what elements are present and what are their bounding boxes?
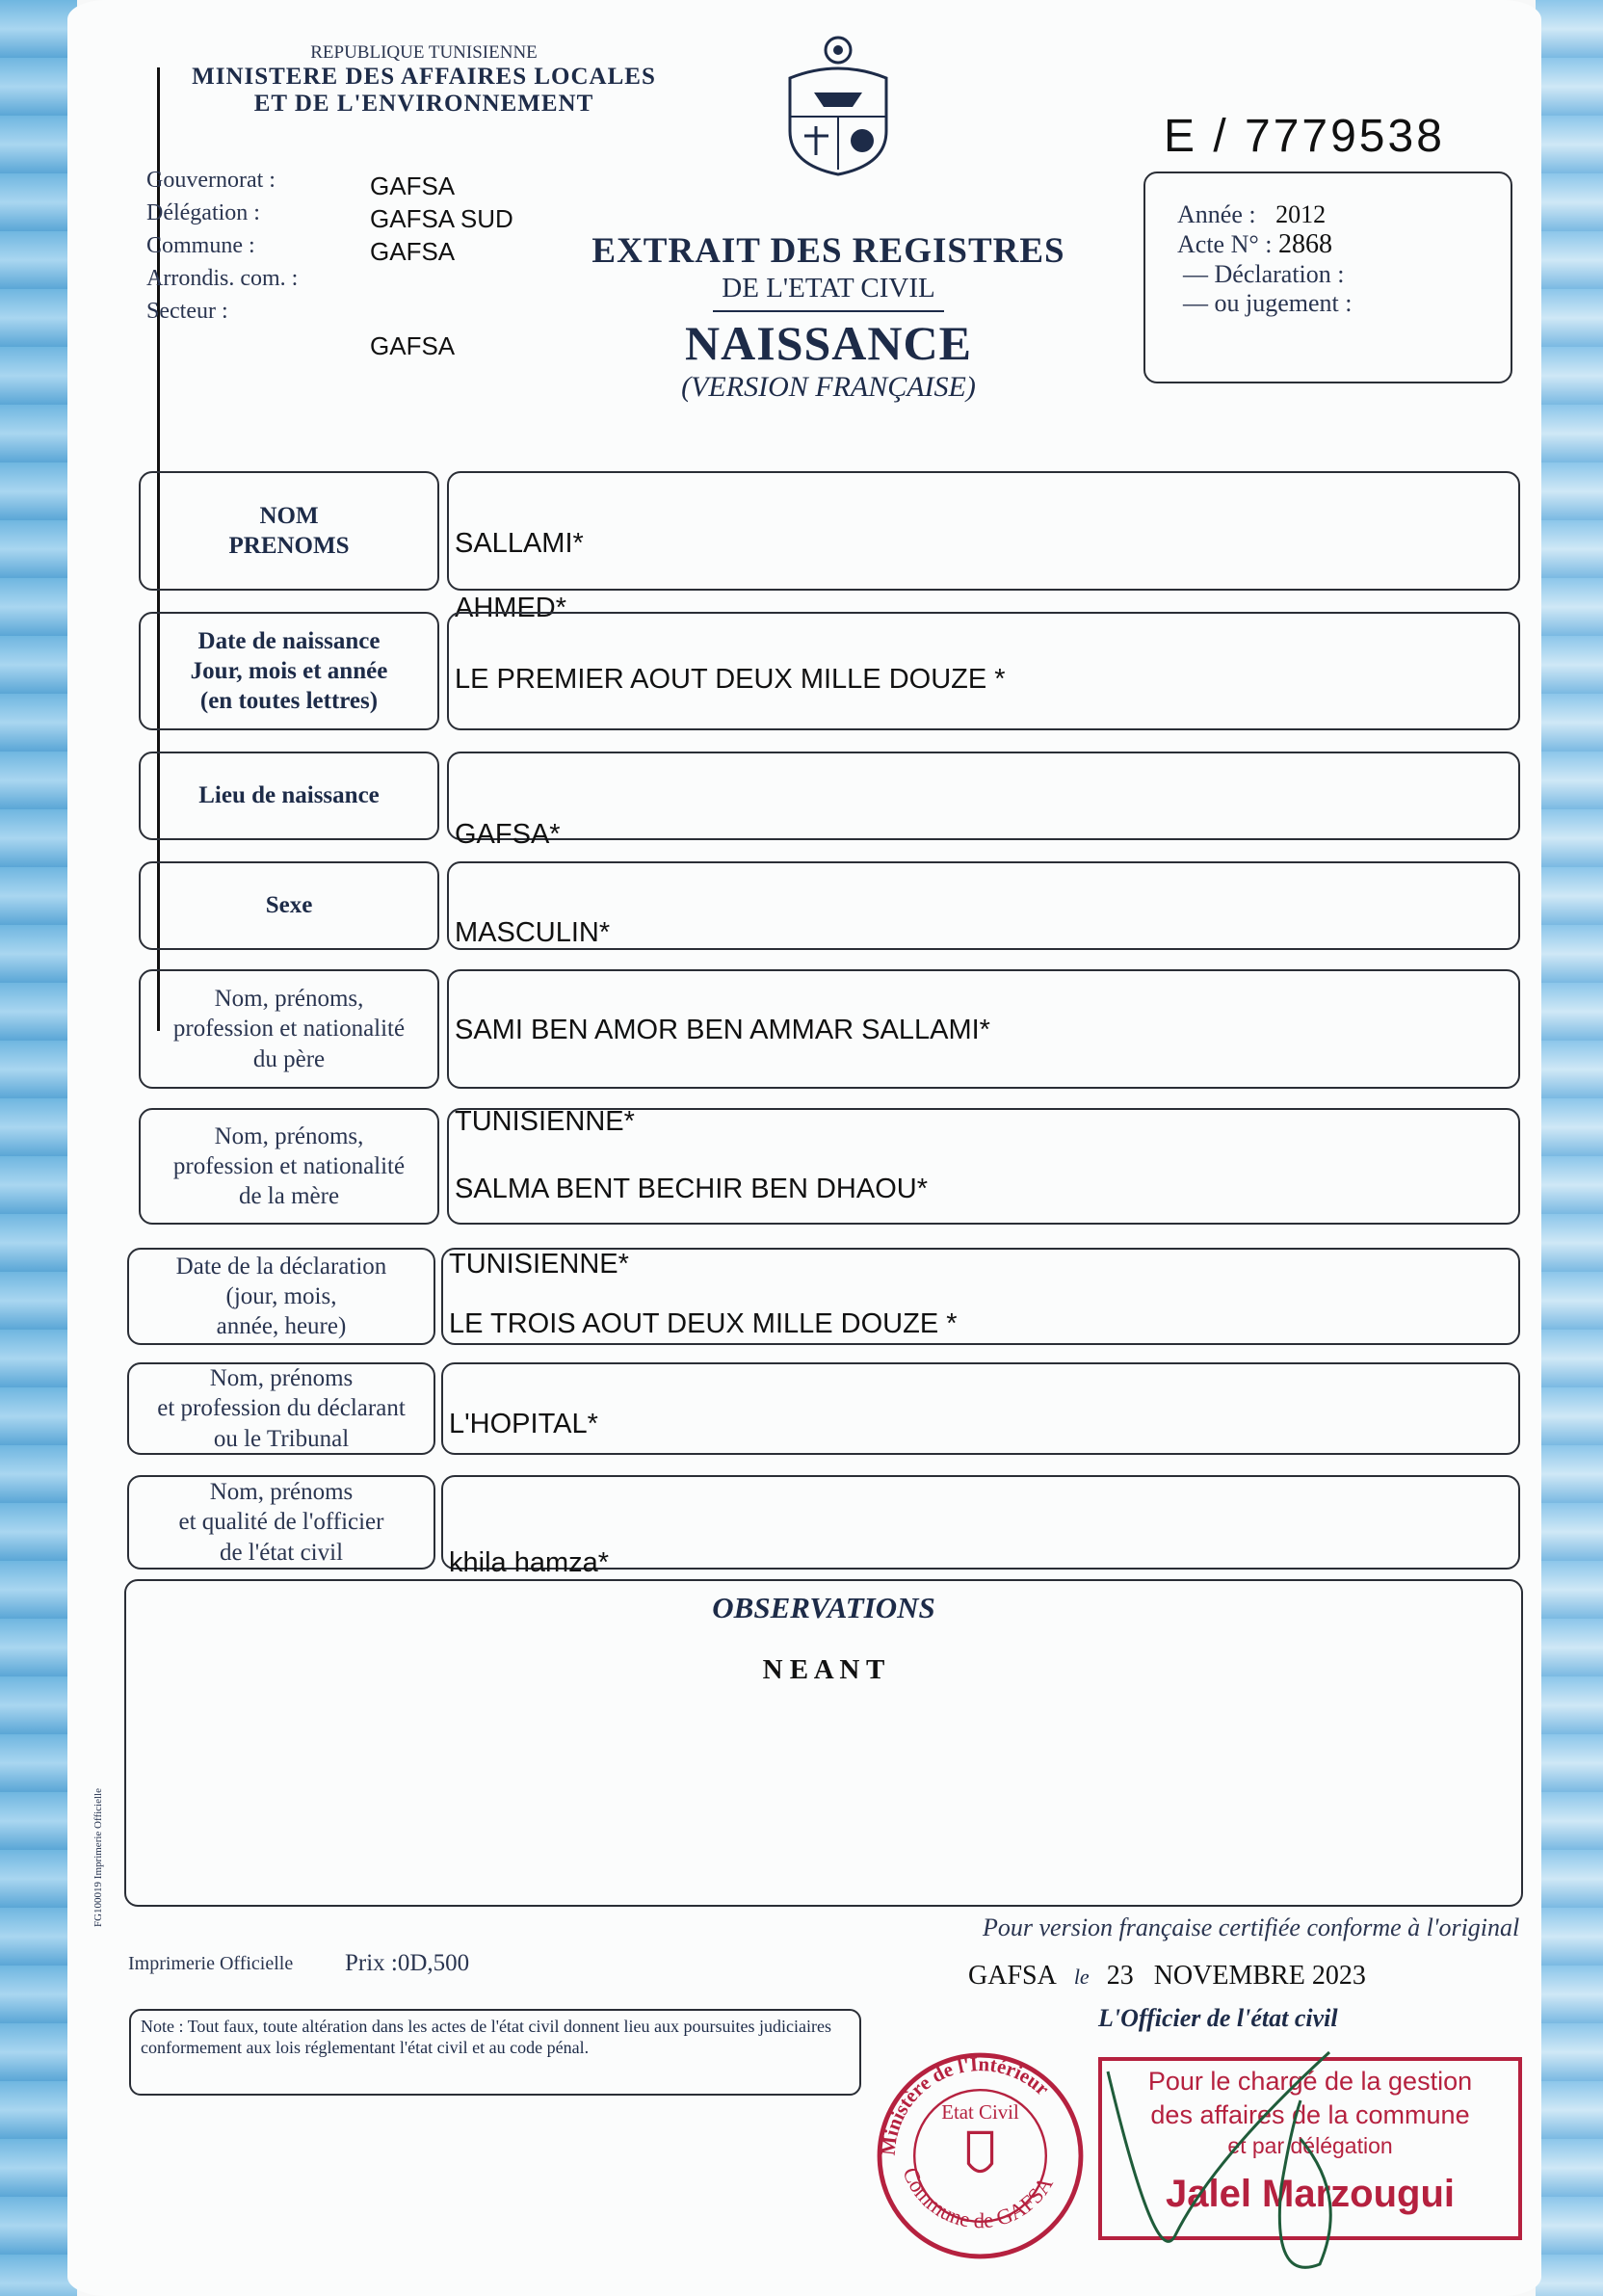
row-value-box — [441, 1362, 1520, 1455]
admin-value: GAFSA — [370, 172, 456, 200]
row-value: LE PREMIER AOUT DEUX MILLE DOUZE * — [455, 664, 1006, 695]
row-label-text: (en toutes lettres) — [199, 688, 379, 715]
observations-text: N E A N T — [762, 1654, 885, 1685]
stamp-line2: des affaires de la commune — [1150, 2100, 1470, 2130]
row-label-text: et qualité de l'officier — [178, 1509, 384, 1536]
row-value: khila hamza* — [449, 1547, 610, 1578]
row-label-text: ou le Tribunal — [213, 1425, 350, 1452]
row-label-text: Nom, prénoms, — [214, 986, 364, 1013]
row-value: MASCULIN* — [455, 917, 611, 948]
row-label-box — [139, 471, 439, 591]
row-label-text: Nom, prénoms — [209, 1479, 354, 1506]
row-label-text: profession et nationalité — [172, 1152, 406, 1179]
stamp-top-text: Ministère de l'Intérieur — [876, 2051, 1055, 2157]
row-label-box — [127, 1362, 435, 1455]
row-label-box — [127, 1475, 435, 1570]
row-label-box — [139, 969, 439, 1089]
row-label-text: année, heure) — [216, 1313, 347, 1340]
acte-label: Acte N° : — [1177, 230, 1273, 258]
stamp-name: Jalel Marzougui — [1165, 2173, 1456, 2216]
observations-box — [124, 1579, 1523, 1907]
acte-value: 2868 — [1277, 229, 1332, 259]
declaration-label: — Déclaration : — [1183, 260, 1345, 288]
row-label-text: de l'état civil — [219, 1539, 344, 1566]
tunisia-emblem-icon — [771, 35, 906, 179]
serial-number: E / 7779538 — [1164, 111, 1445, 162]
row-label-text: Sexe — [265, 892, 313, 919]
row-label-box — [139, 612, 439, 730]
title-block — [539, 231, 1117, 405]
price-text: Prix :0D,500 — [345, 1950, 470, 1976]
annee-value: 2012 — [1275, 200, 1327, 228]
date-text: 23 NOVEMBRE 2023 — [1106, 1961, 1366, 1991]
row-label-text: Nom, prénoms, — [214, 1122, 364, 1149]
row-label-text: du père — [252, 1045, 326, 1072]
title-line2: DE L'ETAT CIVIL — [722, 272, 935, 303]
certified-text: Pour version française certifiée conforme à l'original — [983, 1913, 1520, 1941]
row-label-text: NOM — [259, 502, 319, 529]
admin-block — [146, 168, 551, 360]
row-label-text: PRENOMS — [228, 533, 350, 559]
row-label-text: de la mère — [238, 1183, 340, 1210]
side-print: FG100019 Imprimerie Officielle — [92, 1788, 104, 1927]
admin-value: GAFSA — [370, 331, 456, 360]
decorative-border-right — [1536, 0, 1603, 2296]
row-label-text: Lieu de naissance — [198, 782, 380, 809]
stamp-line3: et par délégation — [1227, 2133, 1393, 2159]
title-line1: EXTRAIT DES REGISTRES — [591, 231, 1065, 271]
ministry-line2: ET DE L'ENVIRONNEMENT — [253, 91, 594, 117]
admin-value: GAFSA — [370, 237, 456, 266]
annee-label: Année : — [1177, 200, 1256, 228]
stamp-line1: Pour le chargé de la gestion — [1147, 2067, 1473, 2096]
admin-label: Gouvernorat : — [146, 168, 276, 193]
version-text: (VERSION FRANÇAISE) — [681, 371, 976, 404]
row-value: TUNISIENNE* — [449, 1249, 629, 1280]
admin-label: Secteur : — [146, 299, 228, 324]
row-value: TUNISIENNE* — [455, 1106, 635, 1137]
admin-label: Commune : — [146, 233, 255, 258]
row-value: GAFSA* — [455, 819, 561, 850]
decorative-border-left — [0, 0, 77, 2296]
place-date-line — [968, 1961, 1366, 1992]
row-value-box — [447, 752, 1520, 840]
row-value: SAMI BEN AMOR BEN AMMAR SALLAMI* — [455, 1015, 990, 1045]
jugement-label: — ou jugement : — [1183, 289, 1353, 317]
act-box — [1143, 172, 1512, 383]
row-label-box — [139, 1108, 439, 1225]
note-box — [129, 2009, 861, 2096]
row-label-box — [139, 861, 439, 950]
row-label-text: (jour, mois, — [225, 1282, 337, 1309]
row-value-box — [447, 471, 1520, 591]
row-label-text: et profession du déclarant — [157, 1395, 406, 1422]
date-prefix: le — [1073, 1965, 1090, 1989]
row-label-box — [127, 1248, 435, 1345]
observations-title: OBSERVATIONS — [712, 1591, 935, 1624]
header — [125, 42, 723, 118]
note-text: Note : Tout faux, toute altération dans les actes de l'état civil donnent lieu aux poursuites judiciaires conformement aux lois réglementant l'état civil et au code pénal. — [141, 2017, 831, 2057]
row-label-text: Jour, mois et année — [190, 657, 388, 684]
row-label-text: Date de naissance — [197, 627, 381, 654]
admin-label: Arrondis. com. : — [146, 266, 299, 291]
admin-label: Délégation : — [146, 200, 260, 225]
row-value: AHMED* — [455, 593, 567, 623]
stamp-middle-text: Etat Civil — [941, 2099, 1019, 2124]
signature — [1098, 2043, 1406, 2274]
round-stamp — [872, 2047, 1089, 2264]
row-value: L'HOPITAL* — [449, 1409, 598, 1439]
ministry-line1: MINISTERE DES AFFAIRES LOCALES — [192, 64, 656, 90]
place-text: GAFSA — [968, 1961, 1057, 1991]
republic-text: REPUBLIQUE TUNISIENNE — [310, 42, 538, 63]
row-label-text: profession et nationalité — [172, 1016, 406, 1042]
stamp-bottom-text: Commune de GAFSA — [898, 2163, 1058, 2233]
row-label-box — [139, 752, 439, 840]
row-label-text: Nom, prénoms — [209, 1365, 354, 1392]
row-value: SALLAMI* — [455, 528, 584, 559]
admin-value: GAFSA SUD — [370, 204, 513, 233]
officer-title: L'Officier de l'état civil — [1098, 2004, 1338, 2032]
row-label-text: Date de la déclaration — [175, 1253, 387, 1280]
printer-text: Imprimerie Officielle — [128, 1953, 294, 1974]
row-value: SALMA BENT BECHIR BEN DHAOU* — [455, 1174, 928, 1204]
row-value: LE TROIS AOUT DEUX MILLE DOUZE * — [449, 1308, 958, 1339]
document-type: NAISSANCE — [685, 315, 972, 370]
svg-text:Commune de GAFSA — [898, 2164, 1058, 2232]
